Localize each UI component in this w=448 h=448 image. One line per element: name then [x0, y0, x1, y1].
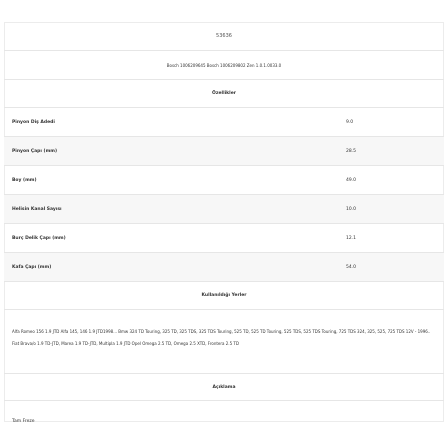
spec-value: 10.0: [346, 206, 357, 212]
product-detail-table: [4, 22, 444, 443]
oem-references: Bosch 1006209645 Bosch 1006209802 Zen 1.0.1.0033.0: [4, 51, 444, 80]
spec-value: 9.0: [346, 119, 354, 125]
description-title: Açıklama: [4, 374, 444, 401]
spec-row-pinion-diameter: [4, 137, 444, 166]
spec-label: Helisin Kanal Sayısı: [12, 206, 62, 212]
spec-value: 28.5: [346, 148, 357, 154]
spec-label: Kafa Çapı (mm): [12, 264, 52, 270]
description-text: Tam Freze: [12, 419, 35, 424]
usage-title: Kullanıldığı Yerler: [4, 282, 444, 310]
spec-value: 12.1: [346, 235, 357, 241]
spec-label: Pinyon Çapı (mm): [12, 148, 57, 154]
spec-label: Pinyon Diş Adedi: [12, 119, 55, 125]
spec-row-helix-channels: [4, 195, 444, 224]
spec-row-bushing-bore: [4, 224, 444, 253]
spec-label: Boy (mm): [12, 177, 37, 183]
spec-row-head-diameter: [4, 253, 444, 282]
spec-value: 49.0: [346, 177, 357, 183]
spec-label: Burç Delik Çapı (mm): [12, 235, 66, 241]
spec-row-pinion-teeth: [4, 108, 444, 137]
spec-value: 54.0: [346, 264, 357, 270]
usage-text: Alfa Romeo 156 1.9 JTD Alfa 145, 146 1.9 JTD1998... Bmw 324 TD Touring, 325 TD, 325 TDS, 325 TDS Touring, 525 TD, 525 TD Touring, 525 TDS, 525 TDS Touring, 725 TDS 324, 325, 525, 725 TDS 12V - 1996.. Fiat Brava/o 1.9 TD-JTD, Marea 1.9 TD-JTD, Multipla 1.9 JTD Opel Omega 2.5 TD, Omega 2.5 XTD, Frontera 2.5 TD: [4, 310, 444, 374]
specs-title: Özellikler: [4, 80, 444, 108]
spec-row-length: [4, 166, 444, 195]
product-code: 53636: [4, 22, 444, 51]
